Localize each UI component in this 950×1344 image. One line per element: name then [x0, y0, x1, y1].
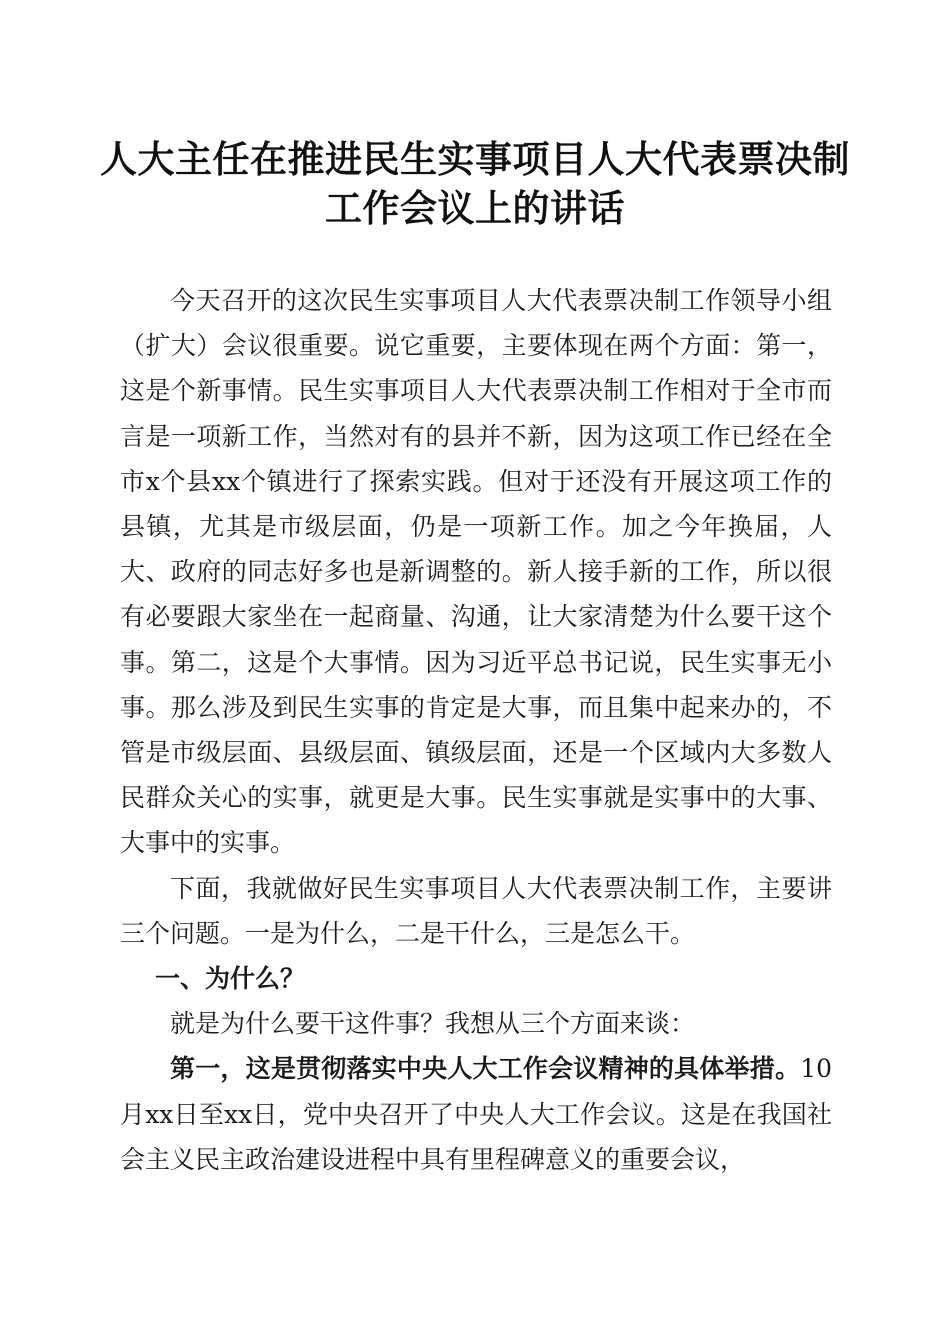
paragraph-why-intro: 就是为什么要干这件事？我想从三个方面来谈：	[170, 1009, 696, 1039]
document-title-line-1: 人大主任在推进民生实事项目人大代表票决制	[100, 138, 850, 181]
paragraph-outline: 下面，我就做好民生实事项目人大代表票决制工作，主要讲三个问题。一是为什么，二是干什么，三是怎么干。	[120, 873, 832, 948]
first-point-lead: 第一，这是贯彻落实中央人大工作会议精神的具体举措。	[170, 1054, 801, 1084]
paragraph-first-point	[120, 1046, 832, 1182]
first-point-text: 10月xx日至xx日，党中央召开了中央人大工作会议。这是在我国社会主义民主政治建设进程中具有里程碑意义的重要会议，	[120, 1054, 832, 1174]
document-title-line-2: 工作会议上的讲话	[325, 187, 625, 230]
document-body	[120, 278, 832, 1182]
section-heading-why: 一、为什么？	[155, 964, 306, 994]
paragraph-intro: 今天召开的这次民生实事项目人大代表票决制工作领导小组（扩大）会议很重要。说它重要，主要体现在两个方面：第一，这是个新事情。民生实事项目人大代表票决制工作相对于全市而言是一项新工作，当然对有的县并不新，因为这项工作已经在全市x个县xx个镇进行了探索实践。但对于还没有开展这项工作的县镇，尤其是市级层面，仍是一项新工作。加之今年换届，人大、政府的同志好多也是新调整的。新人接手新的工作，所以很有必要跟大家坐在一起商量、沟通，让大家清楚为什么要干这个事。第二，这是个大事情。因为习近平总书记说，民生实事无小事。那么涉及到民生实事的肯定是大事，而且集中起来办的，不管是市级层面、县级层面、镇级层面，还是一个区域内大多数人民群众关心的实事，就更是大事。民生实事就是实事中的大事、大事中的实事。	[120, 286, 832, 858]
